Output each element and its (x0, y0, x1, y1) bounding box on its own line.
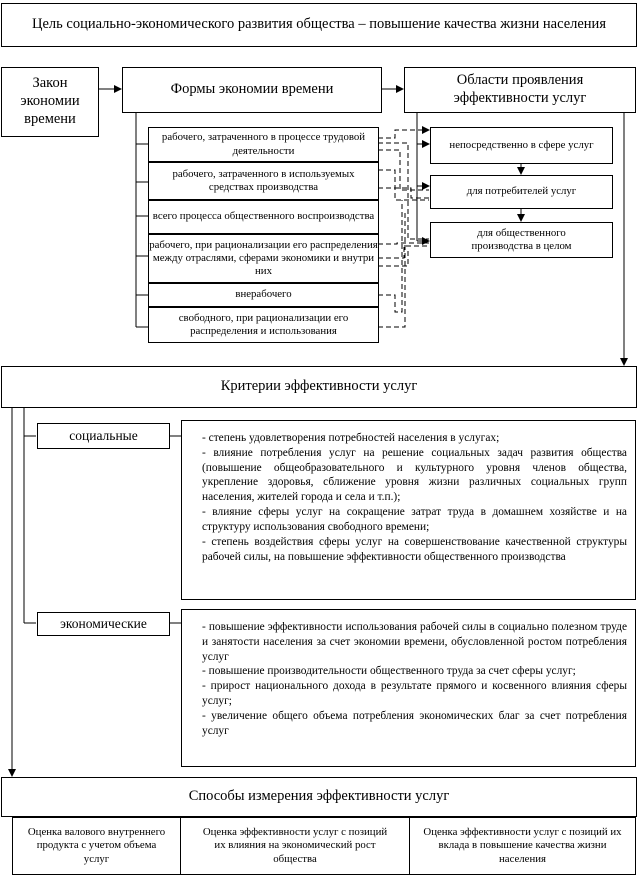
area-item-3: для общественного производства в целом (430, 222, 613, 258)
goal-box (1, 3, 637, 47)
form-item-1: рабочего, затраченного в процессе трудовой деятельности (148, 127, 379, 162)
goal-text: Цель социально-экономического развития общества – повышение качества жизни населения (32, 16, 606, 33)
form-item-6: свободного, при рационализации его распределения и использования (148, 307, 379, 343)
economic-criteria-text: - повышение эффективности использования рабочей силы в социально полезном труде и занятости населения за счет экономии времени, обусловленной ростом потребления услуг - повышение производительности общественного труда за счет сферы услуг; - прирост национального дохода в результате прямого и косвенного влияния сферы услуг; - увеличение общего объема потребления экономических благ за счет потребления услуг (181, 609, 636, 767)
social-criteria-text: - степень удовлетворения потребностей населения в услугах; - влияние потребления услуг на решение социальных задач развития общества (повышение общеобразовательного и культурного уровня членов общества, укрепление здоровья, сближение уровня жизни различных социальных групп населения, жителей города и села и т.п.); - влияние сферы услуг на сокращение затрат труда в домашнем хозяйстве и на структуру использования свободного времени; - степень воздействия сферы услуг на совершенствование качественной структуры рабочей силы, на повышение эффективности общественного производства (181, 420, 636, 600)
method-item-3: Оценка эффективности услуг с позиций их вклада в повышение качества жизни населения (409, 817, 636, 875)
criteria-title: Критерии эффективности услуг (220, 378, 418, 395)
area-item-2: для потребителей услуг (430, 175, 613, 209)
law-box (1, 67, 99, 137)
method-item-2: Оценка эффективности услуг с позиций их влияния на экономический рост общества (180, 817, 410, 875)
form-item-5: внерабочего (148, 283, 379, 307)
areas-title: Области проявления эффективности услуг (453, 72, 587, 106)
methods-title-box (1, 777, 637, 817)
areas-title-box (404, 67, 636, 113)
economic-label-box: экономические (37, 612, 170, 636)
social-label-box: социальные (37, 423, 170, 449)
form-item-3: всего процесса общественного воспроизводства (148, 200, 379, 234)
forms-title: Формы экономии времени (170, 81, 334, 98)
form-item-4: рабочего, при рационализации его распределения между отраслями, сферами экономики и внутри них (148, 234, 379, 283)
law-text: Закон экономии времени (20, 75, 80, 127)
forms-title-box (122, 67, 382, 113)
area-item-1: непосредственно в сфере услуг (430, 127, 613, 164)
form-item-2: рабочего, затраченного в используемых средствах производства (148, 162, 379, 200)
criteria-title-box (1, 366, 637, 408)
method-item-1: Оценка валового внутреннего продукта с учетом объема услуг (12, 817, 181, 875)
methods-title: Способы измерения эффективности услуг (188, 788, 450, 805)
